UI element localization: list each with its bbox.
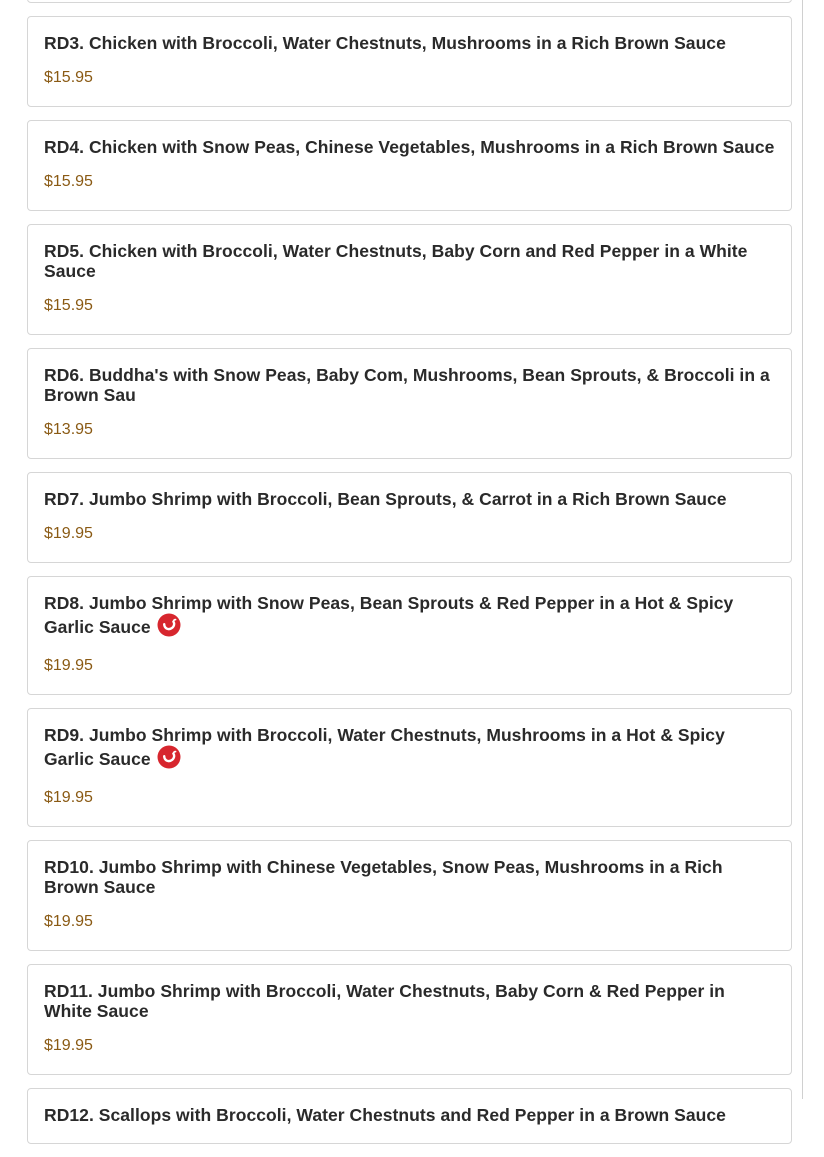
menu-item-card[interactable] — [27, 348, 792, 459]
menu-item-price: $15.95 — [44, 297, 93, 314]
menu-item-price: $19.95 — [44, 657, 93, 674]
chili-pepper-icon — [157, 745, 181, 773]
menu-item-card[interactable] — [27, 964, 792, 1075]
menu-item-list — [27, 0, 792, 1157]
menu-item-card[interactable] — [27, 576, 792, 695]
menu-item-price: $19.95 — [44, 789, 93, 806]
menu-item-price: $19.95 — [44, 913, 93, 930]
menu-item-price: $19.95 — [44, 1037, 93, 1054]
menu-item-title: RD3. Chicken with Broccoli, Water Chestnuts, Mushrooms in a Rich Brown Sauce — [44, 33, 726, 53]
menu-item-price: $15.95 — [44, 173, 93, 190]
menu-item-card[interactable] — [27, 708, 792, 827]
menu-item-title — [44, 593, 775, 641]
menu-item-title: RD11. Jumbo Shrimp with Broccoli, Water Chestnuts, Baby Corn & Red Pepper in White Sauce — [44, 981, 725, 1021]
menu-item-card[interactable] — [27, 16, 792, 107]
menu-item-title: RD6. Buddha's with Snow Peas, Baby Com, Mushrooms, Bean Sprouts, & Broccoli in a Brown Sau — [44, 365, 770, 405]
menu-item-title-text: RD9. Jumbo Shrimp with Broccoli, Water Chestnuts, Mushrooms in a Hot & Spicy Garlic Sauce — [44, 725, 725, 769]
menu-item-card[interactable] — [27, 0, 792, 3]
menu-item-card[interactable] — [27, 224, 792, 335]
menu-item-title: RD5. Chicken with Broccoli, Water Chestnuts, Baby Corn and Red Pepper in a White Sauce — [44, 241, 748, 281]
menu-item-price: $19.95 — [44, 525, 93, 542]
menu-item-title: RD10. Jumbo Shrimp with Chinese Vegetables, Snow Peas, Mushrooms in a Rich Brown Sauce — [44, 857, 723, 897]
menu-item-card[interactable] — [27, 840, 792, 951]
menu-item-title: RD7. Jumbo Shrimp with Broccoli, Bean Sprouts, & Carrot in a Rich Brown Sauce — [44, 489, 727, 509]
menu-item-title — [44, 725, 775, 773]
menu-item-price: $13.95 — [44, 421, 93, 438]
scroll-edge-divider — [802, 0, 803, 1099]
menu-item-title: RD4. Chicken with Snow Peas, Chinese Vegetables, Mushrooms in a Rich Brown Sauce — [44, 137, 775, 157]
menu-item-card[interactable] — [27, 120, 792, 211]
menu-item-card[interactable] — [27, 1088, 792, 1144]
menu-item-card[interactable] — [27, 472, 792, 563]
menu-item-title-text: RD8. Jumbo Shrimp with Snow Peas, Bean Sprouts & Red Pepper in a Hot & Spicy Garlic Sauce — [44, 593, 734, 637]
menu-item-price: $15.95 — [44, 69, 93, 86]
chili-pepper-icon — [157, 613, 181, 641]
menu-item-title: RD12. Scallops with Broccoli, Water Chestnuts and Red Pepper in a Brown Sauce — [44, 1105, 726, 1125]
